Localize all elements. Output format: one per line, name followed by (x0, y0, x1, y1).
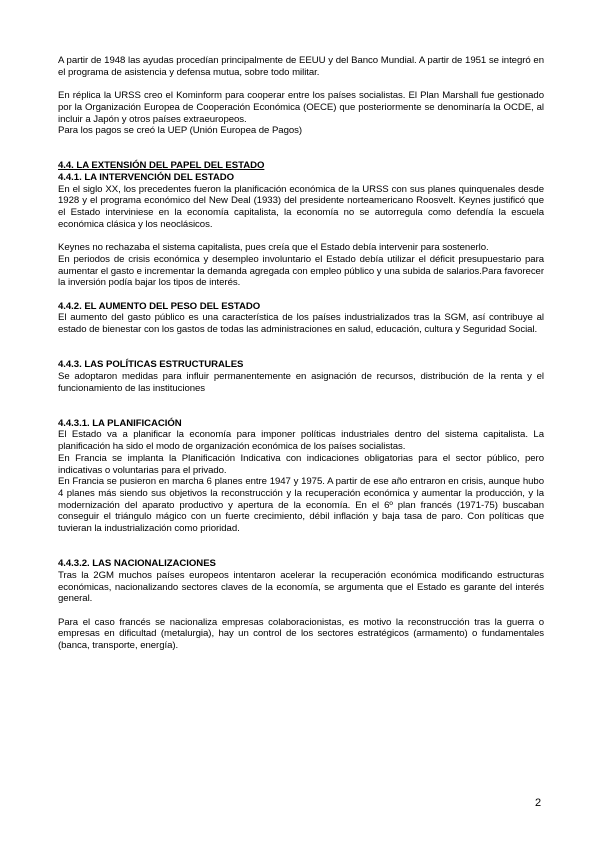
paragraph: El Estado va a planificar la economía para imponer políticas industriales dentro del sistema capitalista. La planificación ha sido el modo de organización económica de los países socialistas. (58, 429, 544, 453)
section-title-4-4-2: 4.4.2. EL AUMENTO DEL PESO DEL ESTADO (58, 300, 261, 312)
paragraph: En periodos de crisis económica y desempleo involuntario el Estado debía utilizar el déficit presupuestario para aumentar el gasto e incrementar la demanda agregada con empleo público y una subida de salarios.Para favorecer la inversión podía bajar los tipos de interés. (58, 253, 544, 289)
document-page (58, 55, 544, 652)
paragraph: En réplica la URSS creo el Kominform para cooperar entre los países socialistas. El Plan Marshall fue gestionado por la Organización Europea de Cooperación Económica (OECE) que posteriormente se denominaría la OCDE, al incluir a Japón y otros países extraeuropeos. (58, 90, 544, 125)
paragraph: En Francia se implanta la Planificación Indicativa con indicaciones obligatorias para el sector público, pero indicativas o voluntarias para el privado. (58, 452, 544, 476)
page-number: 2 (535, 797, 542, 809)
paragraph: Se adoptaron medidas para influir permanentemente en asignación de recursos, distribución de la renta y el funcionamiento de las instituciones (58, 370, 544, 394)
paragraph: En Francia se pusieron en marcha 6 planes entre 1947 y 1975. A partir de ese año entraron en crisis, aunque hubo 4 planes más siendo sus objetivos la reconstrucción y la recuperación económica y aumentar la producción, y la modernización del aparato productivo y apertura de la economía. En el 6º plan francés (1971-75) buscaban conseguir el triángulo mágico con un fuerte crecimiento, débil inflación y baja tasa de paro. Con políticas que tuvieran la industrialización como prioridad. (58, 476, 544, 535)
section-title-4-4-3-1: 4.4.3.1. LA PLANIFICACIÓN (58, 417, 182, 429)
paragraph: Para los pagos se creó la UEP (Unión Europea de Pagos) (58, 125, 303, 137)
paragraph: Tras la 2GM muchos países europeos intentaron acelerar la recuperación económica modificando estructuras económicas, nacionalizando sectores claves de la economía, se argumenta que el Estado es garante del interés general. (58, 569, 544, 605)
paragraph: A partir de 1948 las ayudas procedían principalmente de EEUU y del Banco Mundial. A partir de 1951 se integró en el programa de asistencia y defensa mutua, sobre todo militar. (58, 55, 544, 78)
section-title-4-4-1: 4.4.1. LA INTERVENCIÓN DEL ESTADO (58, 172, 235, 183)
paragraph: Para el caso francés se nacionaliza empresas colaboracionistas, es motivo la reconstrucción tras la guerra o empresas en dificultad (metalurgia), hay un control de los sectores estratégicos (armamento) o fundamentales (banca, transporte, energía). (58, 616, 544, 652)
section-title-4-4: 4.4. LA EXTENSIÓN DEL PAPEL DEL ESTADO (58, 160, 265, 172)
paragraph: En el siglo XX, los precedentes fueron la planificación económica de la URSS con sus planes quinquenales desde 1928 y el programa económico del New Deal (1933) del presidente norteamericano Roosvelt. Keynes justificó que el Estado interviniese en la economía capitalista, la economía no se autorregula como defendía la escuela económica clásica y los neoclásicos. (58, 183, 544, 230)
paragraph: El aumento del gasto público es una característica de los países industrializados tras la SGM, así contribuye al estado de bienestar con los gastos de todas las administraciones en salud, educación, cultura y Seguridad Social. (58, 312, 544, 336)
paragraph: Keynes no rechazaba el sistema capitalista, pues creía que el Estado debía intervenir para sostenerlo. (58, 242, 489, 254)
section-title-4-4-3: 4.4.3. LAS POLÍTICAS ESTRUCTURALES (58, 359, 244, 371)
section-title-4-4-3-2: 4.4.3.2. LAS NACIONALIZACIONES (58, 558, 216, 570)
